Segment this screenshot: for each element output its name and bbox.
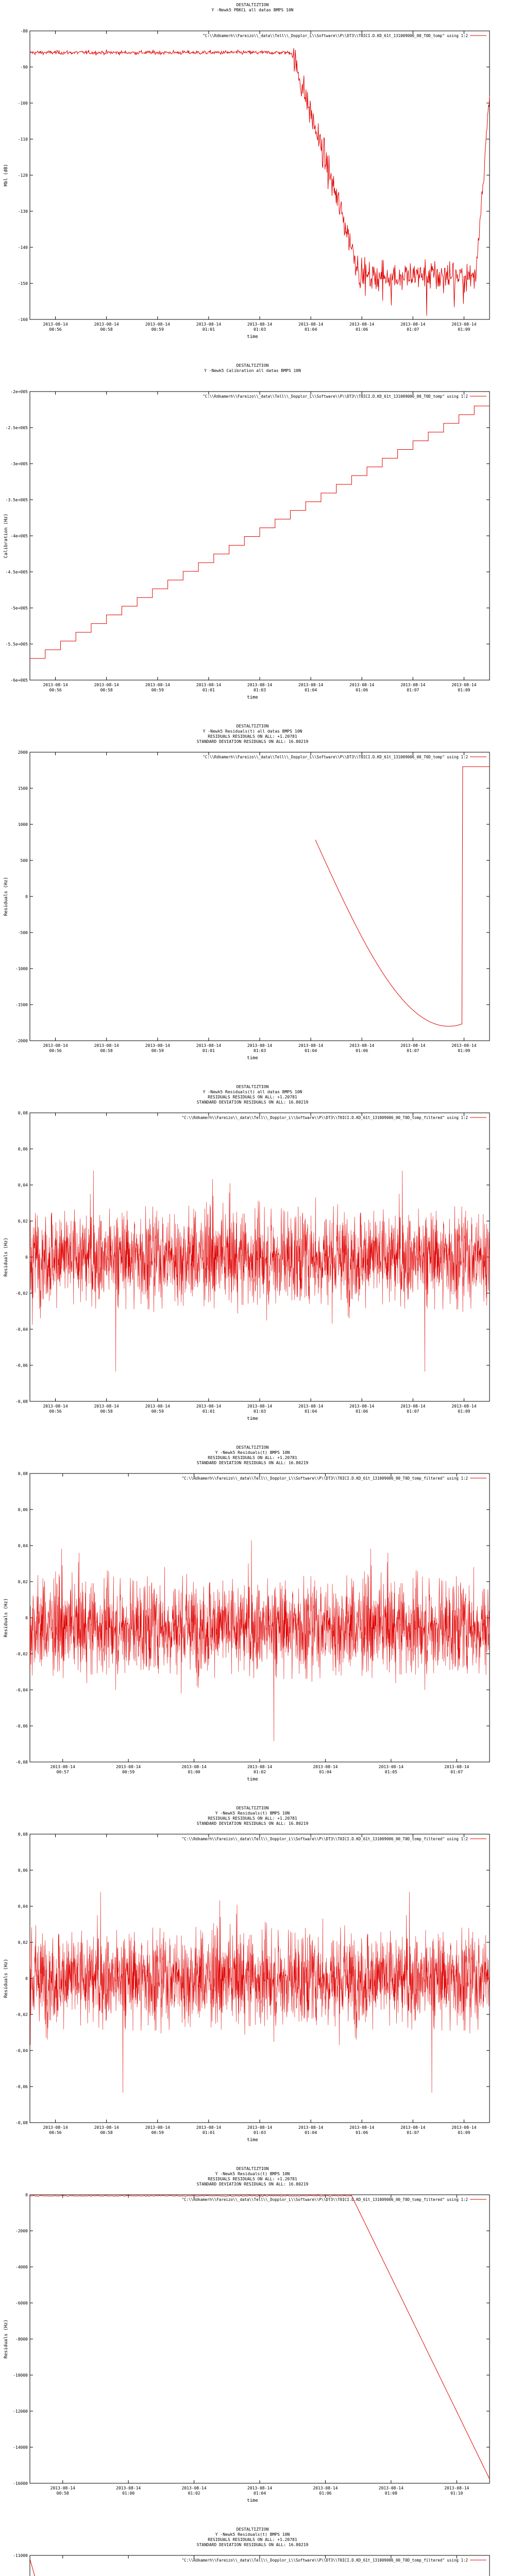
series-path [30,1171,490,1371]
y-axis-label: Calibration (Hz) [4,513,9,558]
chart-title-line: STANDARD DEVIATION RESIDUALS ON ALL: 16.80219 [196,1100,309,1105]
x-tick-label: 00:58 [100,1048,113,1053]
plot-frame [30,31,490,319]
legend-label: "C:\\Rdkamerh\\Fareizo\\_data\\Tell\\_Dopplor_L\\Software\\P\\DT3\\T0ICI.D.KD_61t_131009006_00_T0D_tomp_filtered" using 1:2 [181,2197,468,2202]
x-tick-label: 2013-08-14 [451,2125,477,2130]
chart-title-line: Y -Newk5 Residuals(t) BMPS 10N [215,1450,290,1455]
y-tick-label: 0,02 [18,1219,28,1224]
x-tick-label: 01:02 [188,2491,200,2496]
x-tick-label: 2013-08-14 [298,2125,324,2130]
y-tick-label: 2000 [18,750,28,755]
x-tick-label: 01:07 [407,1048,419,1053]
x-tick-label: 2013-08-14 [349,683,375,687]
y-tick-label: -160 [18,317,28,322]
legend-label: "C:\\Rdkamerh\\Fareizo\\_data\\Tell\\_Dopplor_L\\Software\\P\\DT3\\T0ICI.D.KD_61t_131009006_00_T0D_tomp" using 1:2 [203,33,468,38]
x-tick-label: 01:03 [253,2130,266,2135]
y-tick-label: 500 [20,858,28,863]
x-tick-label: 2013-08-14 [145,683,170,687]
chart-title-line: Y -Newk5 Residuals(t) BMPS 10N [215,2172,290,2176]
plot-frame [30,752,490,1041]
x-tick-label: 01:08 [384,2491,397,2496]
x-tick-label: 01:06 [356,1048,368,1053]
x-tick-label: 2013-08-14 [247,2486,273,2490]
x-tick-label: 00:59 [151,1409,164,1414]
series-path [30,2195,490,2479]
chart-title-line: RESIDUALS RESIDUALS ON ALL: +1.20781 [208,2537,297,2542]
x-axis-label: time [247,1416,258,1421]
y-tick-label: -5e+005 [10,606,28,611]
x-tick-label: 2013-08-14 [451,1404,477,1409]
y-tick-label: 0,06 [18,1507,28,1512]
legend-label: "C:\\Rdkamerh\\Fareizo\\_data\\Tell\\_Dopplor_L\\Software\\P\\DT3\\T0ICI.D.KD_61t_131009006_00_T0D_tomp" using 1:2 [203,394,468,399]
y-tick-label: -16000 [13,2481,28,2486]
x-tick-label: 2013-08-14 [94,2125,119,2130]
x-tick-label: 2013-08-14 [116,2486,141,2490]
x-tick-label: 01:01 [202,688,215,692]
y-tick-label: -6e+005 [10,678,28,683]
x-tick-label: 01:10 [450,2491,463,2496]
x-tick-label: 00:56 [49,1048,62,1053]
x-axis-label: time [247,2498,258,2503]
x-tick-label: 2013-08-14 [50,1765,75,1769]
y-tick-label: -120 [18,173,28,178]
x-tick-label: 2013-08-14 [378,1765,403,1769]
x-tick-label: 2013-08-14 [444,1765,469,1769]
x-tick-label: 00:59 [151,688,164,692]
x-tick-label: 2013-08-14 [43,322,68,327]
chart-title-line: RESIDUALS RESIDUALS ON ALL: +1.20781 [208,734,297,739]
x-tick-label: 2013-08-14 [247,1765,273,1769]
y-axis-label: Residuals (Hz) [4,1959,9,1998]
chart-title-line: Y -Newk5 PBKCL all datas BMPS 10N [211,8,294,12]
y-axis-label: Residuals (Hz) [4,1238,9,1277]
chart-title-line: STANDARD DEVIATION RESIDUALS ON ALL: 16.80219 [196,739,309,744]
x-tick-label: 00:58 [100,327,113,332]
x-tick-label: 2013-08-14 [444,2486,469,2490]
x-tick-label: 00:56 [49,1409,62,1414]
x-tick-label: 2013-08-14 [451,322,477,327]
chart-panel-5 [0,1443,505,1803]
y-tick-label: -0,02 [15,2012,28,2017]
x-tick-label: 01:04 [305,327,317,332]
y-tick-label: 0,02 [18,1580,28,1584]
chart-title-line: STANDARD DEVIATION RESIDUALS ON ALL: 16.80219 [196,1821,309,1826]
chart-panel-7 [0,2164,505,2524]
x-tick-label: 01:04 [305,1409,317,1414]
x-tick-label: 01:06 [356,327,368,332]
y-tick-label: -3e+005 [10,462,28,466]
y-tick-label: -90 [20,65,28,70]
x-tick-label: 2013-08-14 [247,2125,273,2130]
y-tick-label: -1000 [15,967,28,971]
x-tick-label: 01:03 [253,1409,266,1414]
x-tick-label: 2013-08-14 [94,1404,119,1409]
x-tick-label: 2013-08-14 [43,1043,68,1048]
chart-title-line: DESTALTIZTION [236,3,269,7]
chart-title-line: Y -Newk5 Residuals(t) BMPS 10N [215,2532,290,2537]
x-tick-label: 01:06 [319,2491,332,2496]
x-tick-label: 2013-08-14 [116,1765,141,1769]
x-tick-label: 2013-08-14 [43,1404,68,1409]
x-tick-label: 01:01 [202,2130,215,2135]
chart-title-line: DESTALTIZTION [236,1084,269,1089]
y-tick-label: -4000 [15,2265,28,2269]
y-tick-label: 1500 [18,786,28,791]
y-tick-label: -80 [20,29,28,33]
x-tick-label: 00:56 [49,688,62,692]
x-tick-label: 2013-08-14 [349,2125,375,2130]
y-tick-label: -0,06 [15,1724,28,1728]
x-tick-label: 00:56 [49,2130,62,2135]
x-tick-label: 01:01 [202,327,215,332]
y-tick-label: -10000 [13,2373,28,2378]
legend-label: "C:\\Rdkamerh\\Fareizo\\_data\\Tell\\_Dopplor_L\\Software\\P\\DT3\\T0ICI.D.KD_61t_131009006_00_T0D_tomp_filtered" using 1:2 [181,1837,468,1841]
y-tick-label: -150 [18,281,28,286]
plot-frame [30,2195,490,2483]
legend-label: "C:\\Rdkamerh\\Fareizo\\_data\\Tell\\_Dopplor_L\\Software\\P\\DT3\\T0ICI.D.KD_61t_131009006_00_T0D_tomp_filtered" using 1:2 [181,1476,468,1481]
x-tick-label: 2013-08-14 [145,1043,170,1048]
y-tick-label: -1500 [15,1003,28,1007]
series-line [30,48,490,316]
x-tick-label: 2013-08-14 [94,322,119,327]
y-tick-label: 1000 [18,822,28,827]
chart-title-line: DESTALTIZTION [236,1806,269,1810]
y-tick-label: 0,04 [18,1544,28,1548]
chart-panel-1 [0,0,505,361]
y-tick-label: -0,06 [15,2084,28,2089]
chart-title-line: DESTALTIZTION [236,724,269,728]
x-axis-label: time [247,2138,258,2143]
y-tick-label: 0,08 [18,1471,28,1476]
y-tick-label: -2e+005 [10,389,28,394]
x-tick-label: 2013-08-14 [181,2486,207,2490]
x-tick-label: 00:59 [151,2130,164,2135]
series-line [30,2195,490,2479]
x-tick-label: 2013-08-14 [451,1043,477,1048]
x-tick-label: 00:59 [122,1770,135,1774]
y-tick-label: -0,08 [15,1760,28,1765]
y-tick-label: 0 [25,1976,28,1981]
y-tick-label: -3.5e+005 [5,498,28,502]
chart-panel-6 [0,1803,505,2164]
x-tick-label: 00:56 [49,327,62,332]
y-tick-label: 0,06 [18,1868,28,1873]
x-tick-label: 2013-08-14 [349,322,375,327]
x-tick-label: 01:00 [188,1770,200,1774]
x-tick-label: 2013-08-14 [196,2125,221,2130]
x-tick-label: 01:04 [305,688,317,692]
x-tick-label: 2013-08-14 [145,322,170,327]
y-tick-label: -2.5e+005 [5,426,28,430]
y-tick-label: 0,06 [18,1147,28,1151]
x-tick-label: 2013-08-14 [298,683,324,687]
x-tick-label: 01:03 [253,327,266,332]
x-tick-label: 00:59 [151,327,164,332]
y-tick-label: -5.5e+005 [5,642,28,647]
x-tick-label: 2013-08-14 [400,322,426,327]
x-axis-label: time [247,1056,258,1061]
x-tick-label: 01:07 [407,1409,419,1414]
x-tick-label: 01:09 [458,1048,470,1053]
chart-title-line: DESTALTIZTION [236,2166,269,2171]
y-tick-label: -0,02 [15,1291,28,1296]
x-tick-label: 2013-08-14 [196,322,221,327]
x-tick-label: 2013-08-14 [298,1043,324,1048]
x-tick-label: 01:09 [458,1409,470,1414]
legend-label: "C:\\Rdkamerh\\Fareizo\\_data\\Tell\\_Dopplor_L\\Software\\P\\DT3\\T0ICI.D.KD_61t_131009006_00_T0D_tomp_filtered" using 1:2 [181,1115,468,1120]
x-tick-label: 01:01 [202,1048,215,1053]
x-tick-label: 00:58 [100,1409,113,1414]
y-tick-label: -130 [18,209,28,214]
x-tick-label: 2013-08-14 [400,2125,426,2130]
x-tick-label: 01:03 [253,1048,266,1053]
chart-panel-2 [0,361,505,721]
x-tick-label: 2013-08-14 [247,683,273,687]
y-tick-label: -2000 [15,2229,28,2233]
x-tick-label: 2013-08-14 [298,322,324,327]
chart-title-line: STANDARD DEVIATION RESIDUALS ON ALL: 16.80219 [196,2543,309,2547]
chart-title-line: Y -Newk5 Residuals(t) BMPS 10N [215,1811,290,1816]
x-tick-label: 2013-08-14 [43,683,68,687]
x-tick-label: 2013-08-14 [451,683,477,687]
y-tick-label: -100 [18,101,28,106]
x-tick-label: 2013-08-14 [196,1404,221,1409]
series-line [30,406,490,658]
x-tick-label: 01:05 [384,1770,397,1774]
x-tick-label: 01:04 [305,1048,317,1053]
y-tick-label: -8000 [15,2337,28,2342]
y-tick-label: 0 [25,1255,28,1260]
y-tick-label: -4e+005 [10,534,28,538]
y-tick-label: 0 [25,1616,28,1620]
chart-title-line: STANDARD DEVIATION RESIDUALS ON ALL: 16.80219 [196,1461,309,1465]
y-tick-label: -11000 [13,2553,28,2558]
y-tick-label: -6000 [15,2301,28,2306]
chart-title-line: RESIDUALS RESIDUALS ON ALL: +1.20781 [208,2177,297,2181]
x-tick-label: 01:09 [458,688,470,692]
chart-title-line: Y -Newk5 Residuals(t) all datas BMPS 10N [203,1090,302,1094]
chart-panel-4 [0,1082,505,1443]
y-tick-label: -0,04 [15,2048,28,2053]
x-tick-label: 00:59 [151,1048,164,1053]
legend-label: "C:\\Rdkamerh\\Fareizo\\_data\\Tell\\_Dopplor_L\\Software\\P\\DT3\\T0ICI.D.KD_61t_131009006_00_T0D_tomp" using 1:2 [203,755,468,759]
chart-title-line: RESIDUALS RESIDUALS ON ALL: +1.20781 [208,1816,297,1821]
x-tick-label: 2013-08-14 [298,1404,324,1409]
y-tick-label: -0,06 [15,1363,28,1368]
series-line [315,767,490,1026]
x-tick-label: 2013-08-14 [247,1404,273,1409]
y-tick-label: -4.5e+005 [5,570,28,574]
y-tick-label: -0,04 [15,1327,28,1332]
series-line [30,1171,490,1371]
x-tick-label: 2013-08-14 [313,2486,338,2490]
x-tick-label: 2013-08-14 [349,1043,375,1048]
x-tick-label: 2013-08-14 [94,1043,119,1048]
x-tick-label: 00:58 [100,688,113,692]
y-tick-label: 0,08 [18,1111,28,1115]
x-tick-label: 01:06 [356,1409,368,1414]
x-tick-label: 2013-08-14 [378,2486,403,2490]
chart-title-line: DESTALTIZTION [236,1445,269,1450]
x-tick-label: 01:07 [407,327,419,332]
x-tick-label: 01:00 [122,2491,135,2496]
y-tick-label: -0,08 [15,1399,28,1404]
x-tick-label: 01:04 [319,1770,332,1774]
y-tick-label: 0 [25,894,28,899]
x-tick-label: 01:07 [407,2130,419,2135]
chart-title-line: RESIDUALS RESIDUALS ON ALL: +1.20781 [208,1095,297,1099]
x-axis-label: time [247,1777,258,1782]
x-tick-label: 01:09 [458,327,470,332]
y-axis-label: Residuals (Hz) [4,2319,9,2359]
y-tick-label: -110 [18,137,28,142]
y-tick-label: -500 [18,930,28,935]
x-tick-label: 2013-08-14 [349,1404,375,1409]
x-tick-label: 2013-08-14 [196,683,221,687]
x-tick-label: 00:58 [56,2491,69,2496]
x-tick-label: 01:07 [407,688,419,692]
x-tick-label: 2013-08-14 [400,1404,426,1409]
y-tick-label: -0,04 [15,1688,28,1692]
y-axis-label: Residuals (Hz) [4,877,9,916]
y-axis-label: Residuals (Hz) [4,1598,9,1637]
x-tick-label: 2013-08-14 [247,1043,273,1048]
series-line [30,1892,490,2093]
x-tick-label: 2013-08-14 [400,683,426,687]
chart-title-line: RESIDUALS RESIDUALS ON ALL: +1.20781 [208,1455,297,1460]
chart-panel-3 [0,721,505,1082]
x-tick-label: 2013-08-14 [313,1765,338,1769]
chart-panel-8 [0,2524,505,2576]
y-tick-label: -14000 [13,2445,28,2450]
x-tick-label: 00:57 [56,1770,69,1774]
x-tick-label: 01:04 [253,2491,266,2496]
y-tick-label: 0,04 [18,1183,28,1188]
series-path [315,767,490,1026]
x-tick-label: 2013-08-14 [145,1404,170,1409]
chart-title-line: Y -Newk5 Calibration all datas BMPS 10N [204,368,301,373]
legend-label: "C:\\Rdkamerh\\Fareizo\\_data\\Tell\\_Dopplor_L\\Software\\P\\DT3\\T0ICI.D.KD_61t_131009006_00_T0D_tomp_filtered" using 1:2 [181,2558,468,2563]
x-tick-label: 01:06 [356,2130,368,2135]
x-tick-label: 01:02 [253,1770,266,1774]
y-tick-label: 0,04 [18,1904,28,1909]
x-tick-label: 01:06 [356,688,368,692]
series-line [30,1540,490,1741]
y-tick-label: 0 [25,2193,28,2197]
chart-title-line: Y -Newk5 Residuals(t) all datas BMPS 10N [203,729,302,734]
y-tick-label: 0,08 [18,1832,28,1837]
x-tick-label: 2013-08-14 [94,683,119,687]
y-axis-label: Mbl (dB) [4,164,9,187]
series-path [30,1540,490,1741]
y-tick-label: -12000 [13,2409,28,2414]
y-tick-label: -0,02 [15,1652,28,1656]
x-tick-label: 01:09 [458,2130,470,2135]
x-tick-label: 2013-08-14 [181,1765,207,1769]
y-tick-label: -2000 [15,1039,28,1043]
x-tick-label: 2013-08-14 [50,2486,75,2490]
x-tick-label: 00:58 [100,2130,113,2135]
x-axis-label: time [247,334,258,340]
series-path [30,48,490,316]
x-tick-label: 01:07 [450,1770,463,1774]
series-path [30,406,490,658]
x-tick-label: 2013-08-14 [145,2125,170,2130]
x-tick-label: 2013-08-14 [400,1043,426,1048]
x-tick-label: 01:04 [305,2130,317,2135]
y-tick-label: -140 [18,245,28,250]
x-tick-label: 2013-08-14 [43,2125,68,2130]
series-path [30,1892,490,2093]
y-tick-label: 0,02 [18,1940,28,1945]
chart-title-line: DESTALTIZTION [236,2527,269,2532]
x-tick-label: 2013-08-14 [196,1043,221,1048]
chart-title-line: DESTALTIZTION [236,363,269,368]
x-tick-label: 2013-08-14 [247,322,273,327]
chart-title-line: STANDARD DEVIATION RESIDUALS ON ALL: 16.80219 [196,2182,309,2187]
x-tick-label: 01:01 [202,1409,215,1414]
x-tick-label: 01:03 [253,688,266,692]
y-tick-label: -0,08 [15,2121,28,2125]
x-axis-label: time [247,695,258,700]
